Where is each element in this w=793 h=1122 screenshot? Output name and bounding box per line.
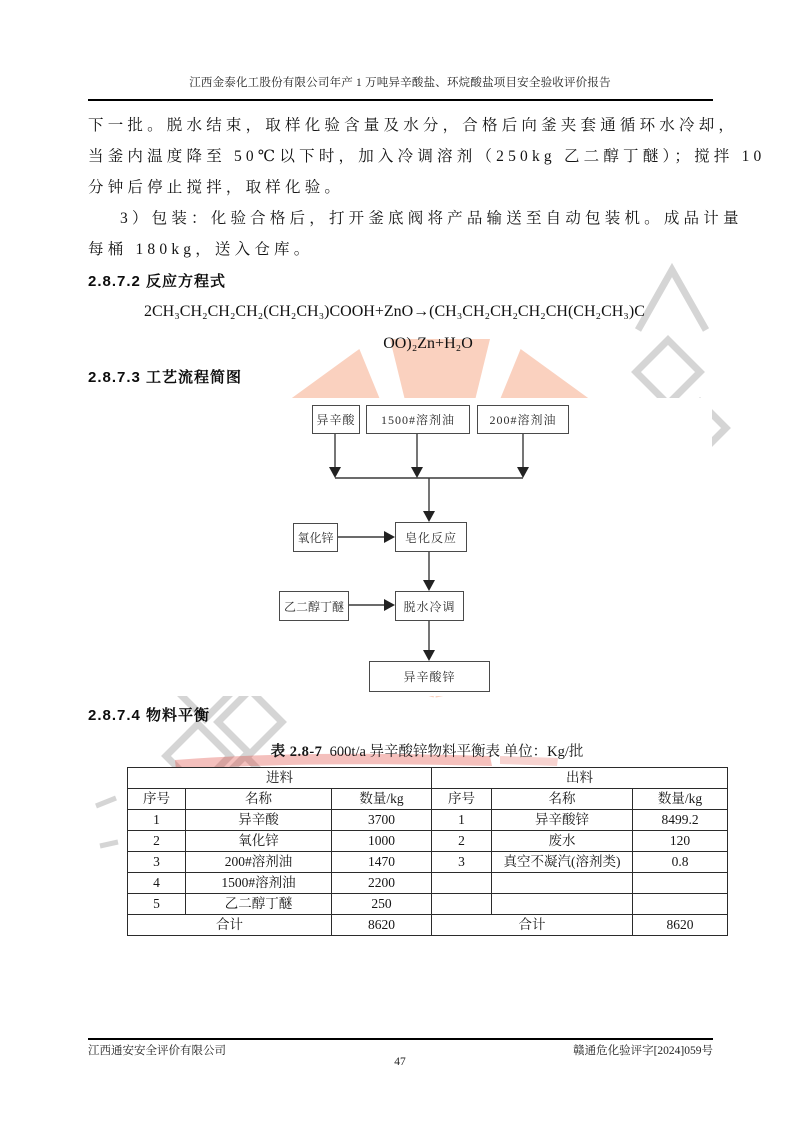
section-heading-process-flow: 2.8.7.3 工艺流程简图 [88,369,243,386]
flow-node-isooctanoic-acid: 异辛酸 [312,405,360,434]
column-header: 数量/kg [332,789,432,810]
total-label-input: 合计 [128,915,332,936]
flow-node-butyl-glycol-ether: 乙二醇丁醚 [279,591,349,621]
table-cell: 0.8 [633,852,728,873]
table-row [128,852,728,873]
table-cell [492,873,633,894]
table-row [128,789,728,810]
table-cell: 2 [128,831,186,852]
flow-node-solvent-1500: 1500#溶剂油 [366,405,470,434]
table-cell: 3700 [332,810,432,831]
table-cell: 1500#溶剂油 [186,873,332,894]
table-cell: 1000 [332,831,432,852]
page-number: 47 [394,1056,406,1068]
table-row [128,768,728,789]
table-cell: 3 [128,852,186,873]
flow-node-zinc-oxide: 氧化锌 [293,523,338,552]
table-cell: 1 [432,810,492,831]
table-cell: 1470 [332,852,432,873]
body-line: 分钟后停止搅拌，取样化验。 [88,179,345,196]
table-cell: 3 [432,852,492,873]
flow-node-solvent-200: 200#溶剂油 [477,405,569,434]
table-cell: 120 [633,831,728,852]
material-balance-table [127,767,728,936]
group-header-input: 进料 [128,768,432,789]
table-row [128,915,728,936]
table-cell [633,873,728,894]
table-cell: 异辛酸 [186,810,332,831]
reaction-equation-line2: OO)₂Zn+H₂O [383,335,473,352]
table-caption-label: 表 2.8-7 [270,744,323,760]
group-header-output: 出料 [432,768,728,789]
footer-rule [88,1038,713,1040]
table-cell: 1 [128,810,186,831]
footer-company: 江西通安安全评价有限公司 [88,1045,226,1057]
body-text [88,110,766,265]
header-rule [88,99,713,101]
table-cell: 2 [432,831,492,852]
table-cell [492,894,633,915]
flow-node-dehydration-cooling: 脱水冷调 [395,591,464,621]
table-caption-unit: 单位：Kg/批 [503,744,584,760]
footer-doc-number: 赣通危化验评字[2024]059号 [573,1045,713,1057]
page-header-title: 江西金泰化工股份有限公司年产 1 万吨异辛酸盐、环烷酸盐项目安全验收评价报告 [189,77,611,89]
column-header: 数量/kg [633,789,728,810]
table-cell: 8499.2 [633,810,728,831]
section-heading-material-balance: 2.8.7.4 物料平衡 [88,707,211,724]
flow-node-saponification: 皂化反应 [395,522,467,552]
column-header: 序号 [128,789,186,810]
table-cell: 废水 [492,831,633,852]
table-row [128,873,728,894]
table-caption-title: 600t/a 异辛酸锌物料平衡表 [329,744,501,760]
process-flow-diagram [88,398,712,696]
table-cell: 异辛酸锌 [492,810,633,831]
table-row [128,810,728,831]
table-cell: 真空不凝汽(溶剂类) [492,852,633,873]
table-cell: 氧化锌 [186,831,332,852]
total-label-output: 合计 [432,915,633,936]
reaction-equation-line1: 2CH₃CH₂CH₂CH₂(CH₂CH₃)COOH+ZnO→(CH₃CH₂CH₂CH₂CH(CH₂CH₃)C [144,303,645,320]
table-cell [432,894,492,915]
body-line: 当釜内温度降至 50℃以下时，加入冷调溶剂（250kg 乙二醇丁醚）；搅拌 10 [88,148,766,165]
flow-node-product-zinc-isooctanoate: 异辛酸锌 [369,661,490,692]
table-cell [432,873,492,894]
table-cell: 250 [332,894,432,915]
column-header: 序号 [432,789,492,810]
column-header: 名称 [492,789,633,810]
body-line: 3）包装：化验合格后，打开釜底阀将产品输送至自动包装机。成品计量 [120,210,743,227]
table-row [128,894,728,915]
total-output-value: 8620 [633,915,728,936]
column-header: 名称 [186,789,332,810]
table-cell [633,894,728,915]
table-cell: 乙二醇丁醚 [186,894,332,915]
table-caption [127,740,727,761]
total-input-value: 8620 [332,915,432,936]
table-cell: 200#溶剂油 [186,852,332,873]
table-cell: 4 [128,873,186,894]
table-cell: 5 [128,894,186,915]
section-heading-reaction-equation: 2.8.7.2 反应方程式 [88,273,227,290]
table-cell: 2200 [332,873,432,894]
body-line: 每桶 180kg，送入仓库。 [88,241,314,258]
table-row [128,831,728,852]
body-line: 下一批。脱水结束，取样化验含量及水分，合格后向釜夹套通循环水冷却， [88,117,739,134]
